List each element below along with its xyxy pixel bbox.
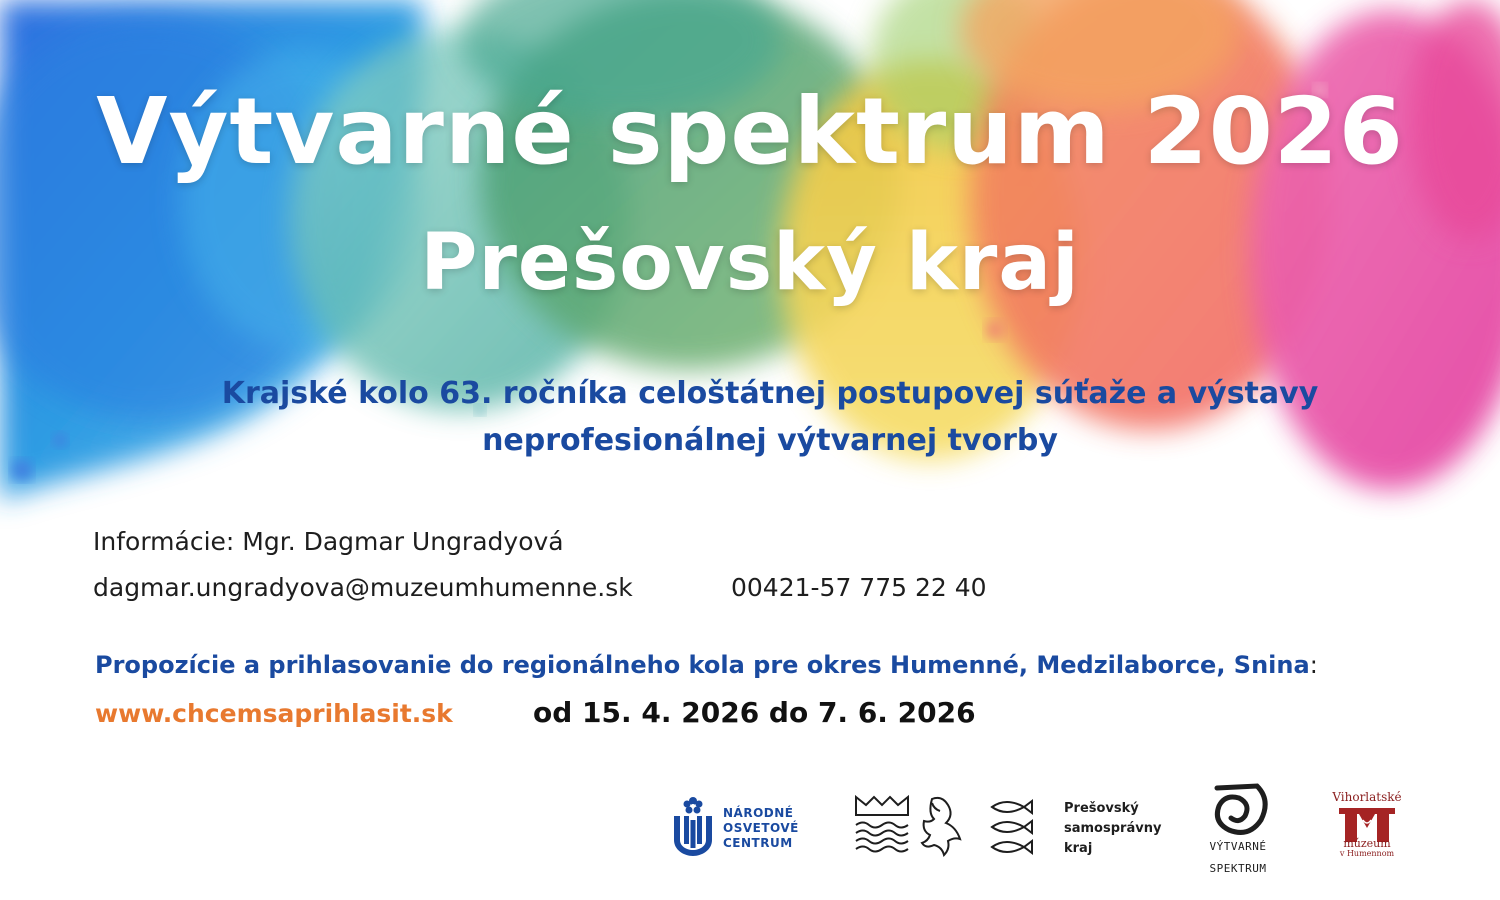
- vm-label-bottom-1: múzeum: [1343, 837, 1391, 850]
- propositions-text: [95, 651, 1318, 679]
- vm-label-bottom-2: v Humennom: [1339, 849, 1395, 858]
- noc-emblem-icon: [670, 792, 716, 860]
- psk-label-2: samosprávny: [1064, 821, 1162, 836]
- subtitle-line-1: Krajské kolo 63. ročníka celoštátnej postupovej súťaže a výstavy: [221, 376, 1319, 411]
- spiral-icon: [1205, 780, 1275, 840]
- narodne-osvetove-centrum-logo: [668, 790, 808, 862]
- vs-label-2: SPEKTRUM: [1209, 862, 1267, 875]
- noc-label-1: NÁRODNÉ: [723, 806, 794, 820]
- presovsky-samospravny-kraj-logo: [852, 793, 1162, 859]
- psk-label-1: Prešovský: [1064, 801, 1139, 816]
- propositions-label: Propozície a prihlasovanie do regionálneho kola pre okres Humenné, Medzilaborce, Snina: [95, 651, 1310, 679]
- date-range: od 15. 4. 2026 do 7. 6. 2026: [533, 696, 976, 729]
- noc-label-2: OSVETOVÉ: [723, 821, 799, 835]
- poster-title: Výtvarné spektrum 2026: [96, 78, 1404, 185]
- psk-label-3: kraj: [1064, 841, 1093, 856]
- vs-label-1: VÝTVARNÉ: [1209, 840, 1267, 853]
- subtitle-line-2: neprofesionálnej výtvarnej tvorby: [482, 423, 1058, 458]
- noc-label-3: CENTRUM: [723, 836, 793, 850]
- vytvarne-spektrum-logo: [1205, 780, 1277, 884]
- vm-label-top: Vihorlatské: [1332, 790, 1402, 804]
- website-link[interactable]: www.chcemsaprihlasit.sk: [95, 699, 453, 728]
- contact-info: Informácie: Mgr. Dagmar Ungradyová: [93, 527, 564, 556]
- poster-region-title: Prešovský kraj: [420, 218, 1080, 308]
- psk-coat-of-arms-icon: [852, 793, 1052, 857]
- propositions-colon: :: [1309, 651, 1318, 679]
- vihorlatske-muzeum-logo: [1330, 788, 1404, 868]
- contact-phone: 00421-57 775 22 40: [731, 573, 987, 602]
- contact-email: dagmar.ungradyova@muzeumhumenne.sk: [93, 573, 633, 602]
